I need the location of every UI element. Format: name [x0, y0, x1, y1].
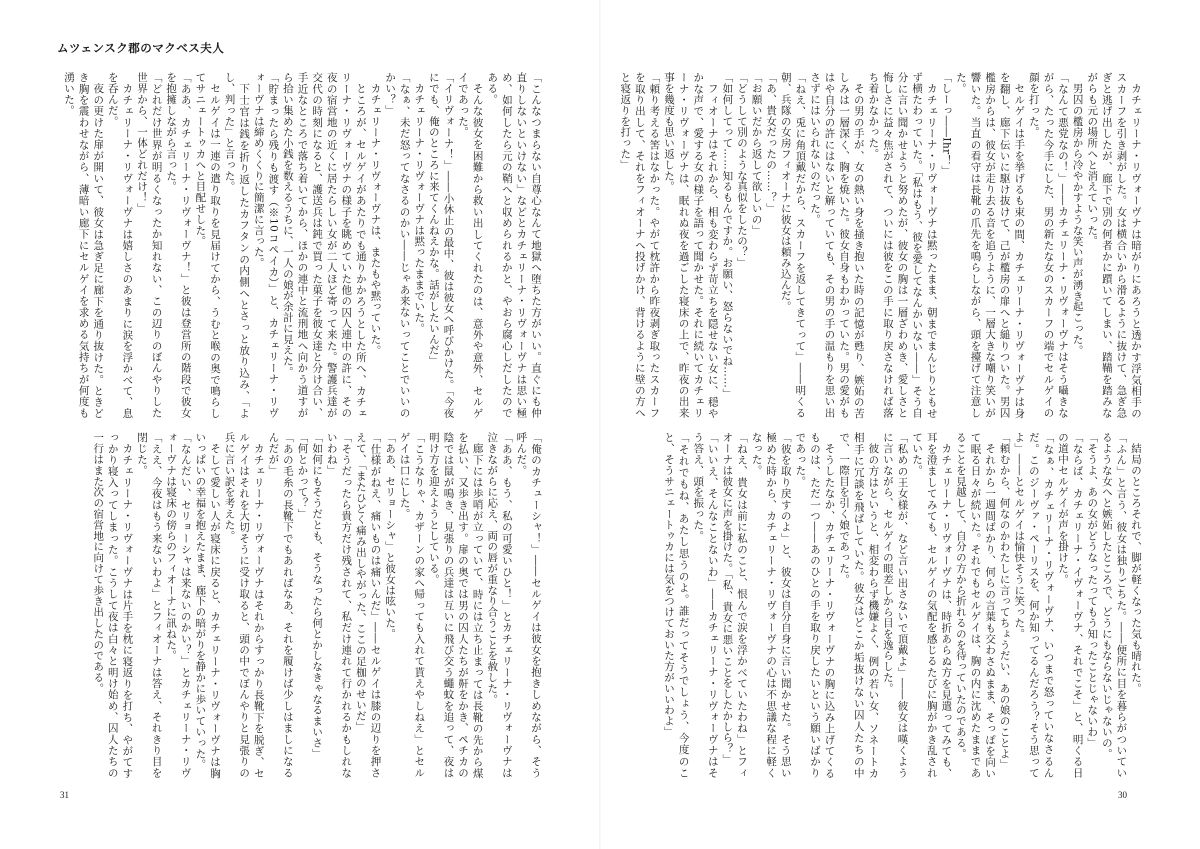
paragraph: 「そうだったら貴方だけ残されて、私だけ連れて行かれるかもしれないわね」	[325, 432, 353, 778]
paragraph: 「貯まったら残りも渡す（※10コペイカ）」と、カチェリーナ・リヴォーヴナは締めくくりに簡潔に言った。	[252, 72, 280, 418]
paragraph: その男の手が、女の熱い身を掻き抱いた時の記憶が甦り、嫉妬の苦しみは一層深く、胸を焼いた。彼女自身もわかっていた。男の愛がもはや自分の許にはないと解っていても、その男の手の温もりを思い出さずにはいられないのだった。	[808, 72, 865, 418]
paragraph: 「ああ、もう、私の可愛いひと！」とカチェリーナ・リヴォーヴナは泣きながらに応え、両の唇が重なり合うことを赦した。	[486, 432, 513, 778]
paragraph: 「それでもね、あたし思うのよ。誰だってそうでしょう、今度のこと、そうサニェートゥカには気をつけておいた方がいいわよ」	[663, 432, 690, 778]
paragraph: 下士官は銭を折り返したカフタンの内側へとさっと放り込み、「よし、判った」と言った。	[223, 72, 251, 418]
paragraph: 「あ、貴女だったの……？」	[765, 72, 778, 214]
paragraph: 夜の更けた扉が開いて、彼女は急ぎ足に廊下を通り抜けた。ときどき胸を震わせながら、薄暗い廊下にセルゲイを求める気持ちが何度も湧いた。	[63, 72, 105, 418]
paragraph: 「お願いだから返して欲しいの」	[750, 72, 763, 236]
paragraph: 「こんなつまらない自尊心なんて地獄へ堕ちた方がいい。直ぐにも仲直りしないといけない」などとカチェリーナ・リヴォーヴナは思い極め、如何したら元の鞘へと収められるかと、やおら腐心しだしたのである。	[486, 72, 542, 418]
paragraph: セルゲイは手を挙げるも束の間、カチェリーナ・リヴォーヴナは身を翻し、廊下伝いに駆け抜けて、己が檻房の扉へと縋りついた。男囚檻房からは、彼女が走り去る音を追うように、一層大きな嘲り笑いが響いた。当直の看守は長靴の爪先を鳴らしながら、頭を擡げて注意した。	[954, 72, 1026, 418]
paragraph: 「ならば、カチェリーナ・イヴォーヴナ、それでこそ」と、明くる日の道中セルゲイが声を掛けた。	[1057, 432, 1084, 778]
paragraph: カチェリーナ・リヴォーヴナは黙ったままでいた。	[413, 82, 426, 334]
paragraph: 「そうよ、あの女がどうなったってもう知ったことじゃないわ」	[1086, 432, 1099, 749]
paragraph: それから一週間ばかり、何らの言葉も交わさぬまま、そっぽを向いて眠る日々が続いた。それでもセルゲイは、胸の内に沈めたままであることを見越して、自分の方から折れるのを待っていたのである。	[954, 432, 997, 778]
paragraph: そうしたなか、カチェリーナ・リヴォーヴナの胸に込み上げてくるものは、ただ一つ――あのひとの手を取り戻したいという願いばかりであった。	[794, 432, 836, 778]
paragraph: カチェリーナ・リヴォーヴナは暗がりにあろうと透かす浮気相手のスカーフを引き剥がした。女は横合いから滑るように抜けて、急ぎ急ぎと逃げ出したが、廊下で別の何者かに躓いてしまい、踏鞴を踏みながらも元の場所へと消えていった。	[1086, 72, 1142, 418]
paragraph: そして愛しい人が寝床に戻ると、カチェリーナ・リヴォーヴナは胸いっぱいの幸福を抱えたまま、廊下の暗がりを静かに歩いていった。	[194, 432, 221, 778]
paragraph: 「如何してって……知るもんですか。お願い、怒らないでね……」	[721, 72, 734, 399]
paragraph: 「ねえ、貴女は前に私のこと、恨んで涙を浮かべていたわね」とフィオーナは彼女に声を掛けた。「私、貴女に悪いことをしたかしら？」	[721, 432, 748, 778]
paragraph: 「なぁ、カチェリーナ・リヴォーヴナ、いつまで怒っていなさるんだ。このジーヴァ・ペーリスを、何か知ってるんだろう？そう思ってよ」――とセルゲイは愉快そうに笑った。	[1013, 432, 1055, 778]
paragraph: 「私めの王女様が、など言い出さないで頂戴よ」――彼女は嘆くように言いながら、セルゲイの眼差しから目を逸らした。	[881, 432, 909, 778]
paragraph: そんな彼女を困難から救い出してくれたのは、意外や意外、セルゲイであった。	[457, 72, 484, 418]
paragraph: フィオーナはそれから、相も変わらず苛立ちを隠せない女に、穏やかな声で、愛する女の様子を語って聞かせた。それに続いてカチェリーナ・リヴォーヴナは、眠れぬ夜を過ごした寝床の上で、昨夜の出来事を幾度も思い返した。	[663, 72, 719, 418]
paragraph: 「なんて悪党なの！」――カチェリーナ・リヴォーヴナはそう囁きながら、たった今手にした、男の新たな女のスカーフの端でセルゲイの顔を打った。	[1027, 72, 1070, 418]
paragraph: 「ええ、今夜はもう来ないわよ」とフィオーナは答え、それきり目を閉じた。	[135, 432, 163, 778]
paragraph: 「仕様がねえ、痛いものは痛いんだ」――セルゲイは膝の辺りを押さえて、「またひどく痛み出しやがった、ここの足枷のせいだ」	[354, 432, 382, 778]
right-upper-text-block	[619, 72, 1143, 418]
paragraph: 「ああ、カチェリーナ・リヴォーヴナ！」と彼は登営所の階段で彼女を抱擁しながら言った。	[165, 72, 192, 418]
paragraph: 「ねえ、兎に角頂戴だから、スカーフを返してきてって」――明くる朝、兵隊の女房フィオーナに彼女は頼み込んだ。	[779, 72, 807, 418]
paragraph: 「どれだけ世界が明るくなったか知れない、この辺りのぼんやりした世界から、一体どれだけ！」	[135, 72, 163, 418]
paragraph: カチェリーナ・リヴォーヴナは片手を枕に寝返りを打ち、やがてすっかり寝入ってしまった。こうして夜は白々と明け始め、囚人たちの一行はまた次の宿営地に向けて歩き出したのである。	[92, 432, 134, 778]
paragraph: 「何とかって？」	[296, 432, 309, 520]
paragraph: 彼の方はというと、相変わらず機嫌よく、例の若い女、ソネートカ相手に冗談を飛ばしていた。彼女はどこか垢抜けない囚人たちの中で、一際目を引く娘であった。	[838, 432, 880, 778]
paragraph: 「どうして別のような真似をしたの？」	[735, 72, 748, 269]
paragraph: 「ああ、セリョーシャ」と彼女は呟いた。	[384, 432, 397, 640]
left-upper-text-block	[57, 72, 543, 418]
page-number-right: 30	[1118, 790, 1127, 800]
paragraph: 「あの毛糸の長靴下でもあればなあ、それを履けば少しはましになるんだが」	[267, 432, 294, 778]
paragraph: 「頼り考える筈はなかった。やがて枕許から昨夜剥ぎ取ったスカーフを取り出して、それをフィオーナへ投げかけ、背けるように壁の方へと寝返りを打った」	[619, 72, 661, 418]
page-number-left: 31	[60, 790, 69, 800]
paragraph: 「ふん」と言う、彼女は独りごちた。――便所に目を暮らがついているような女へと嫉妬したところで、どうにもならないじゃないの。	[1100, 432, 1128, 778]
right-lower-text-block	[657, 432, 1143, 778]
paragraph: カチェリーナ・リヴォーヴナはそれからすっかり長靴下を脱ぎ、セルゲイはそれを大切そうに受け取ると、頭の中でぼんやりと見張りの兵に言い訳を考えた。	[223, 432, 265, 778]
running-header: ムツェンスク郡のマクベス夫人	[57, 41, 225, 55]
paragraph: カチェリーナ・リヴォーヴナは黙ったまま、朝までまんじりともせず横たわっていた。「私はもう、彼を愛してなんかいない――」そう自分に言い聞かせようと努めたが、彼女の胸は一層ざわめき、愛しさと悔しさに益々焦がされて、ついには彼をこの手に取り戻さなければ落ち着かなかった。	[867, 72, 938, 418]
paragraph: 「如何にもそうだとも、そうなったら何とかしなきゃなるまいさ」	[311, 432, 324, 759]
paragraph: 「なぁ、未だ怒ってなさるのかい――じゃあ来ないってことでいいのかい？」	[384, 72, 411, 418]
paragraph: 廊下には歩哨が立っていて、時には立ち止まっては長靴の先から煤を払い、又歩き出す。扉の奥では男の囚人たちが鼾をかき、ペチカの陰では鼠が鳴き、見張りの兵達は互いに飛び交う蠅蚊を追って、夜は明け方を迎えようとしている。	[427, 432, 484, 778]
paragraph: 男囚の檻房から冷やかすような笑い声が湧き起こった。	[1071, 82, 1084, 355]
paragraph: 「しーっ――Ihr！」	[940, 72, 953, 177]
paragraph: 「こうなりゃ、カザーンの家へ帰っても入れて貰えやしねえ」とセルゲイは口にした。	[398, 432, 426, 778]
paragraph: カチェリーナ・リヴォーヴナは嬉しさのあまりに涙を浮かべて、息を呑んだ。	[106, 72, 134, 418]
paragraph: 「いいえ、そんなことないわ」――カチェリーナ・リヴォーヴナはそう答え、頭を振った。	[692, 432, 719, 778]
paragraph: 結局のところそれで、脚が軽くなった気も晴れた。	[1130, 442, 1142, 694]
paragraph: ところが、セルゲイがあたりでも通りかかろうとした所へ、カチェリーナ・リヴォーヴナの様子を眺めていた他の囚人連中の許に、その夜の宿営地の近くに居たらしい女が二人ほど寄って来た。警護兵達が交代の時刻になると、護送兵は鈍で買った菓子を彼女達と分け合い、手近なところで落ち着いてから、ほかの連中と流刑地へ向かう道すがら拾い集めた小銭を数えるうちに、一人の娘が余計に見えた。	[281, 72, 367, 418]
paragraph: セルゲイは一連の遣り取りを見届けてから、うむと喉の奥で鳴らしてサニェートゥカへと目配せした。	[194, 72, 221, 418]
paragraph: 「彼を取り戻すのよ」と、彼女は自分自身に言い聞かせた。そう思い極めた時から、カチェリーナ・リヴォーヴナの心は不思議な程に軽くなった。	[750, 432, 792, 778]
paragraph: カチェリーナ・リヴォーヴナは、またもや黙っていた。	[369, 82, 382, 355]
paragraph: 「イリヴォーナ！」――小休止の最中、彼は彼女へ呼びかけた。「今夜にでも、俺のところに来てくんねえかな。話がしたいんだ」	[427, 72, 455, 418]
paragraph: カチェリーナ・リヴォーヴナは、時折あらぬ方を見遣ってみても、耳を澄ましてみても、セルゲイの気配を感じるたびに胸がかき乱されていた。	[911, 432, 953, 778]
left-lower-text-block	[57, 432, 543, 778]
paragraph: 「なんだい、セリョーシャは来ないのかい？」とカチェリーナ・リヴォーヴナは寝床の傍らのフィオーナに訊ねた。	[165, 432, 192, 778]
paragraph: 「頼むから、何なのかわたしに言ってちょうだい、あの娘のことよ」	[998, 432, 1011, 770]
right-page	[600, 0, 1200, 849]
paragraph: 「俺のカチューシャ！」――セルゲイは彼女を抱きしめながら、そう呼んだ。	[515, 432, 542, 778]
